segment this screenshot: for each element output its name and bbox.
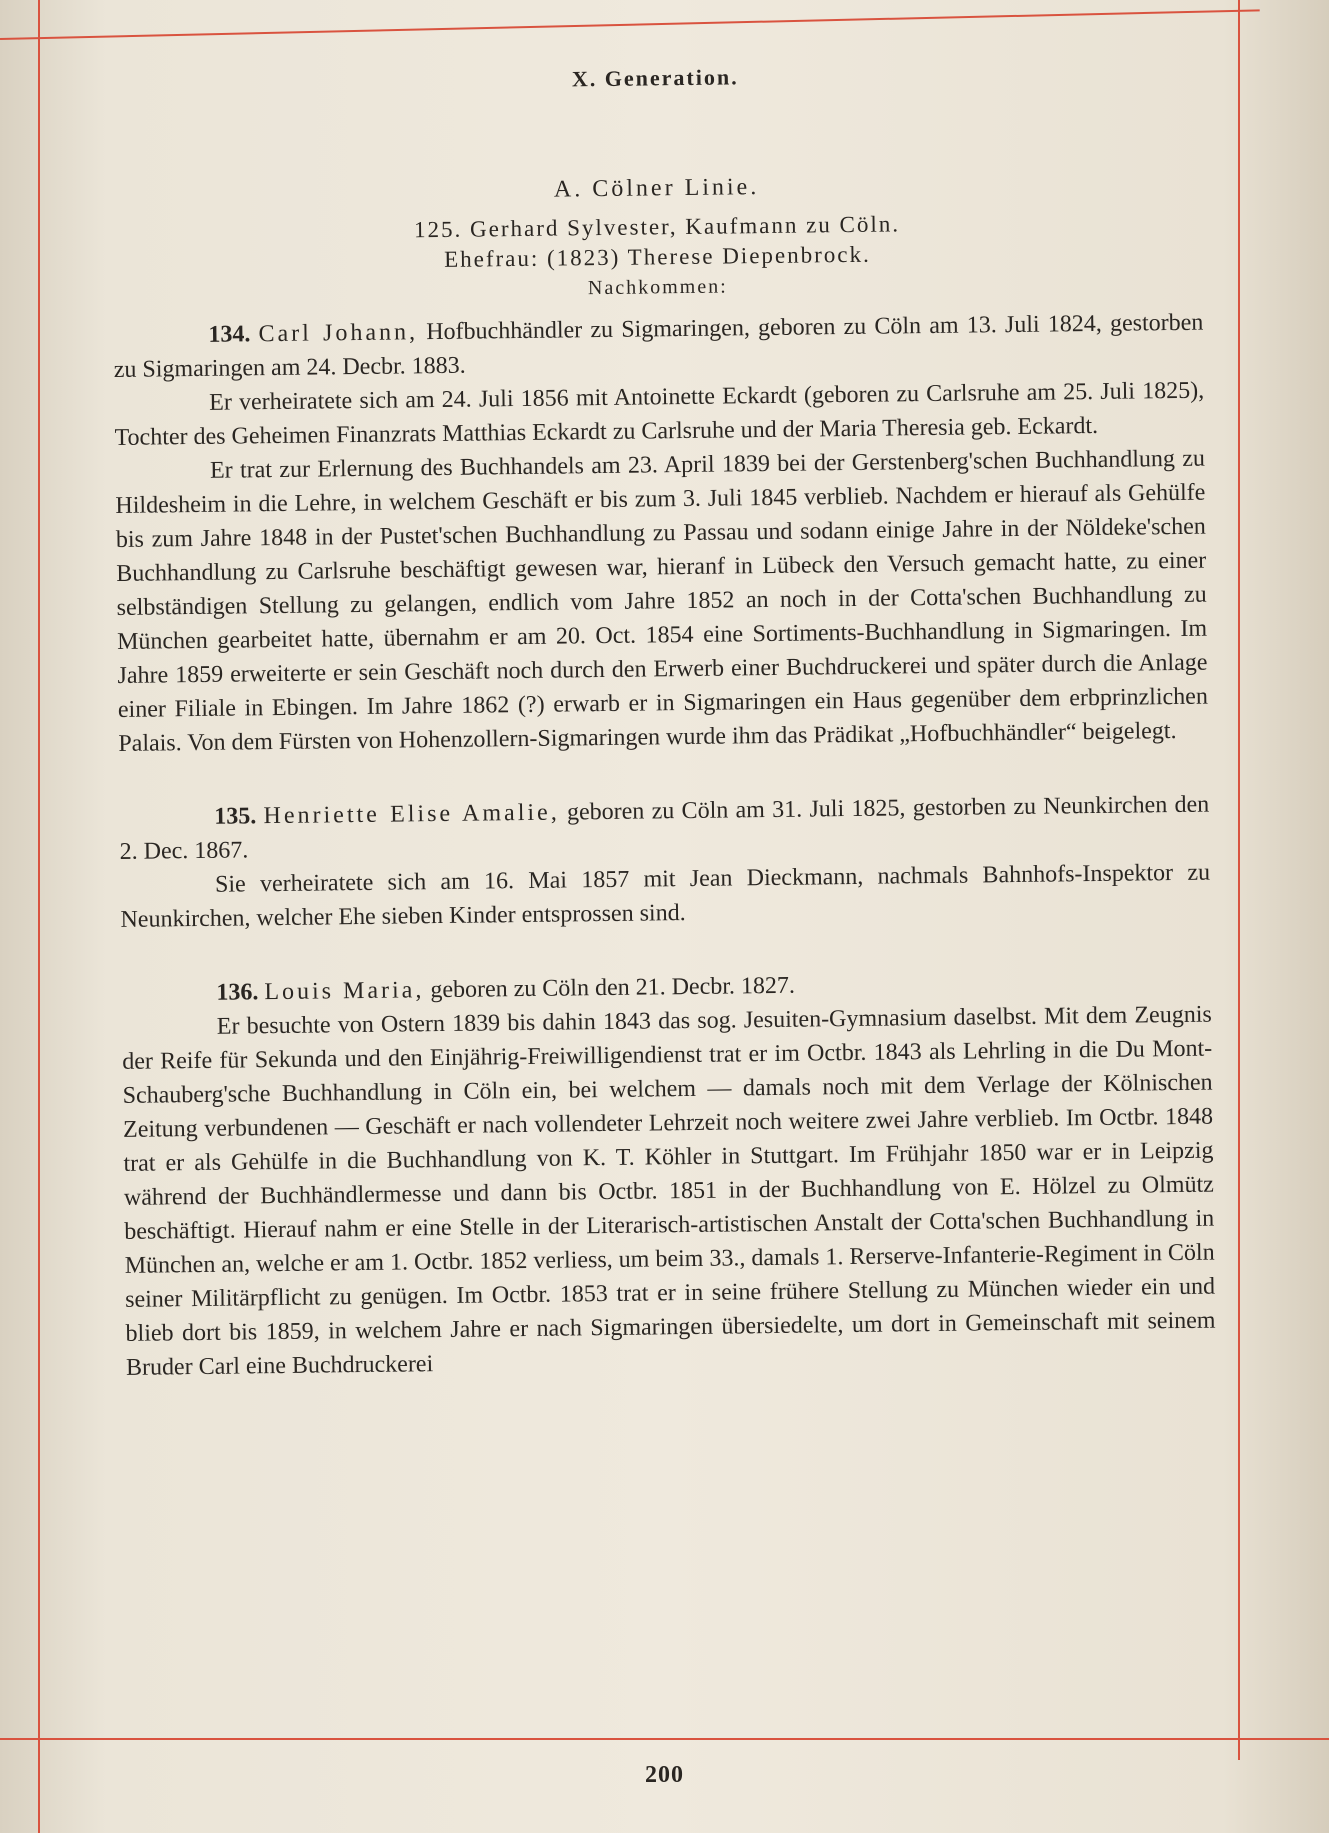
generation-heading: X. Generation.	[571, 64, 739, 92]
entry-paragraph: geboren zu Cöln den 21. Decbr. 1827.	[430, 972, 796, 1004]
entry-136	[121, 964, 1216, 1385]
line-heading: A. Cölner Linie.	[553, 174, 760, 203]
spouse-line: Ehefrau: (1823) Therese Diepenbrock.	[443, 241, 871, 272]
entry-paragraph: geboren zu Cöln am 31. Juli 1825, gestorben zu Neunkirchen den 2. Dec. 1867.	[119, 791, 1210, 865]
entry-paragraph: Sie verheiratete sich am 16. Mai 1857 mit Jean Dieckmann, nachmals Bahnhofs-Inspektor zu Neunkirchen, welcher Ehe sieben Kinder entsprossen sind.	[120, 859, 1211, 933]
entry-number: 136.	[216, 979, 259, 1006]
left-border-rule	[38, 0, 40, 1833]
bottom-border-rule	[0, 1738, 1329, 1740]
entry-name: Henriette Elise Amalie,	[263, 799, 560, 830]
parent-line: 125. Gerhard Sylvester, Kaufmann zu Cöln.	[413, 211, 901, 243]
entry-paragraph: Er verheiratete sich am 24. Juli 1856 mit Antoinette Eckardt (geboren zu Carlsruhe am 25. Juli 1825), Tochter des Geheimen Finanzrats Matthias Eckardt zu Carlsruhe und der Maria Theresia geb. Eckardt.	[114, 377, 1205, 451]
top-border-rule	[0, 9, 1260, 40]
entry-name: Carl Johann,	[258, 319, 419, 348]
descendants-label: Nachkommen:	[587, 275, 728, 300]
right-border-rule	[1238, 0, 1240, 1760]
entry-paragraph: Er besuchte von Ostern 1839 bis dahin 1843 das sog. Jesuiten-Gymnasium daselbst. Mit dem Zeugnis der Reife für Sekunda und den Einjährig-Freiwilligendienst trat er im Octbr. 1843 als Lehrling in die Du Mont-Schauberg'sche Buchhandlung in Cöln ein, bei welchem — damals noch mit dem Verlage der Kölnischen Zeitung verbundenen — Geschäft er nach vollendeter Lehrzeit noch weitere zwei Jahre verblieb. Im Octbr. 1848 trat er als Gehülfe in die Buchhandlung von K. T. Köhler in Stuttgart. Im Frühjahr 1850 war er in Leipzig während der Buchhändlermesse und dann bis Octbr. 1851 in der Buchhandlung von E. Hölzel zu Olmütz beschäftigt. Hierauf nahm er eine Stelle in der Literarisch-artistischen Anstalt der Cotta'schen Buchhandlung in München an, welche er am 1. Octbr. 1852 verliess, um beim 33., damals 1. Rerserve-Infanterie-Regiment in Cöln seiner Militärpflicht zu genügen. Im Octbr. 1853 trat er in seine frühere Stellung zu München wieder ein und blieb dort bis 1859, in welchem Jahre er nach Sigmaringen übersiedelte, um dort in Gemeinschaft mit seinem Bruder Carl eine Buchdruckerei	[122, 1001, 1216, 1381]
entry-number: 134.	[208, 321, 251, 348]
page-content	[110, 47, 1216, 1385]
entry-134	[113, 306, 1208, 761]
entry-number: 135.	[214, 803, 257, 830]
entry-name: Louis Maria,	[264, 977, 425, 1006]
entry-paragraph: Er trat zur Erlernung des Buchhandels am 23. April 1839 bei der Gerstenberg'schen Buchhandlung zu Hildesheim in die Lehre, in welchem Geschäft er bis zum 3. Juli 1845 verblieb. Nachdem er hierauf als Gehülfe bis zum Jahre 1848 in der Pustet'schen Buchhandlung zu Passau und sodann einige Jahre in der Nöldeke'schen Buchhandlung zu Carlsruhe beschäftigt gewesen war, hieranf in Lübeck den Versuch gemacht hatte, zu einer selbständigen Stellung zu gelangen, endlich vom Jahre 1852 an noch in der Cotta'schen Buchhandlung zu München gearbeitet hatte, übernahm er am 20. Oct. 1854 eine Sortiments-Buchhandlung in Sigmaringen. Im Jahre 1859 erweiterte er sein Geschäft noch durch den Erwerb einer Buchdruckerei und später durch die Anlage einer Filiale in Ebingen. Im Jahre 1862 (?) erwarb er in Sigmaringen ein Haus gegenüber dem erbprinzlichen Palais. Von dem Fürsten von Hohenzollern-Sigmaringen wurde ihm das Prädikat „Hofbuchhändler“ beigelegt.	[115, 445, 1209, 757]
page-number: 200	[645, 1762, 684, 1788]
entry-paragraph: Hofbuchhändler zu Sigmaringen, geboren zu Cöln am 13. Juli 1824, gestorben zu Sigmaringen am 24. Decbr. 1883.	[113, 309, 1204, 383]
entry-135	[119, 788, 1211, 937]
